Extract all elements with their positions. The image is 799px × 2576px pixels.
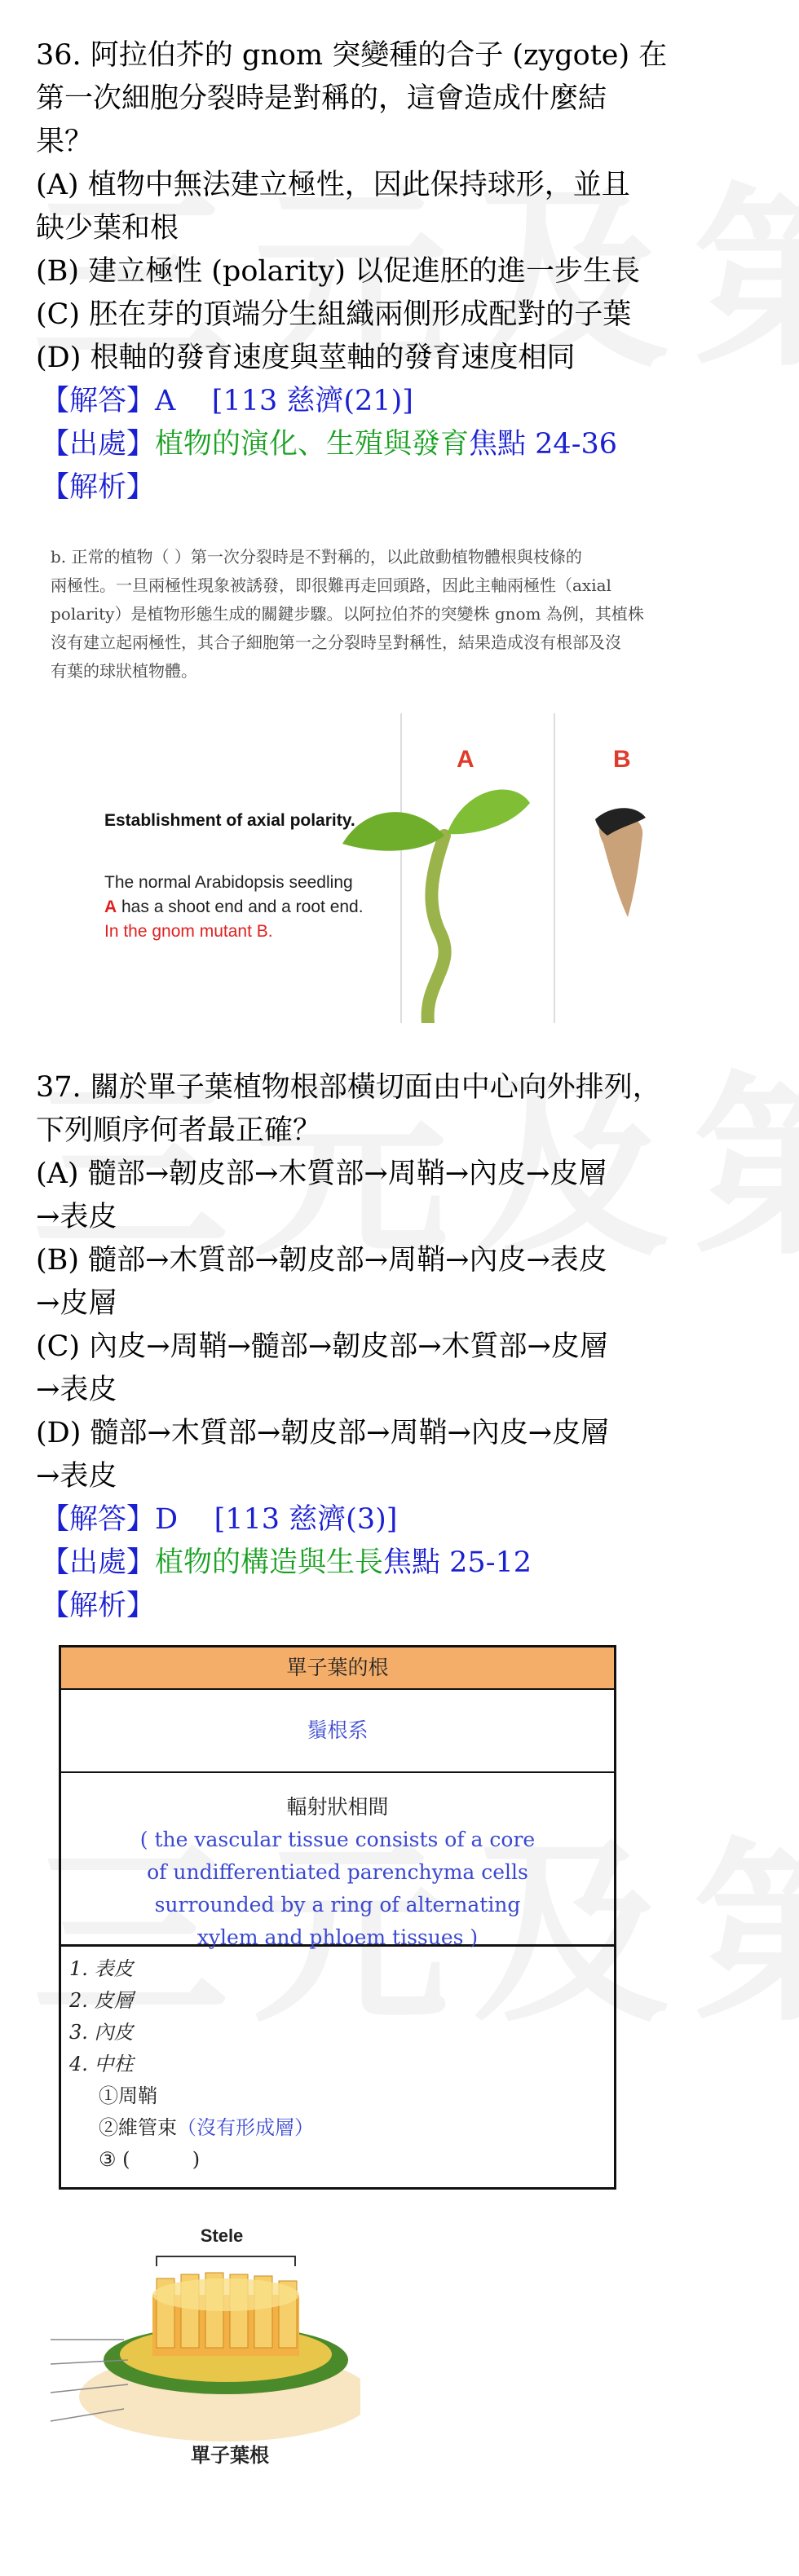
q37-source xyxy=(36,1542,766,1585)
answer-value: D [113 慈濟(3)] xyxy=(155,1503,398,1536)
sub-layer-item: ①周鞘 xyxy=(99,2084,157,2107)
question-36 xyxy=(36,34,766,509)
caption-text: has a shoot end and a root end. xyxy=(117,898,364,916)
caption-line: In the gnom mutant B. xyxy=(104,922,273,941)
q36-stem-line: 第一次細胞分裂時是對稱的，這會造成什麼結 xyxy=(36,82,607,115)
label-a: A xyxy=(457,746,475,773)
q37-answer xyxy=(36,1498,766,1542)
q36-source xyxy=(36,423,766,466)
caption-line: The normal Arabidopsis seedling xyxy=(104,873,353,892)
source-topic: 植物的演化、生殖與發育 xyxy=(155,428,470,461)
q36-option-b: (B) 建立極性 (polarity) 以促進胚的進一步生長 xyxy=(36,255,641,288)
q37-option-c: (C) 內皮→周鞘→髓部→韌皮部→木質部→皮層 xyxy=(36,1330,608,1363)
source-point: 焦點 24-36 xyxy=(469,428,618,461)
q37-option-d: (D) 髓部→木質部→韌皮部→周鞘→內皮→皮層 xyxy=(36,1417,610,1449)
table-header: 單子葉的根 xyxy=(61,1647,614,1690)
q36-answer xyxy=(36,380,766,423)
answer-tag: 【解答】 xyxy=(41,385,156,417)
question-37 xyxy=(36,1066,766,1628)
vascular-en-line: of undifferentiated parenchyma cells xyxy=(147,1860,528,1884)
vascular-arrangement-cell xyxy=(61,1773,614,1947)
q37-stem-line: 37. 關於單子葉植物根部橫切面由中心向外排列， xyxy=(36,1071,661,1104)
answer-tag: 【解答】 xyxy=(41,1503,156,1536)
caption-letter-a: A xyxy=(104,898,117,916)
note-line: 兩極性。一旦兩極性現象被誘發，即很難再走回頭路，因此主軸兩極性（axial xyxy=(51,576,611,595)
vascular-en-line: ( the vascular tissue consists of a core xyxy=(139,1828,536,1851)
q36-option-a-cont: 缺少葉和根 xyxy=(36,212,179,245)
q37-option-a: (A) 髓部→韌皮部→木質部→周鞘→內皮→皮層 xyxy=(36,1158,607,1190)
stele-label: Stele xyxy=(200,2225,244,2246)
q37-option-b-cont: →皮層 xyxy=(36,1287,117,1320)
source-tag: 【出處】 xyxy=(41,1546,156,1579)
figure-title: Establishment of axial polarity. xyxy=(104,811,355,830)
monocot-root-table xyxy=(59,1645,616,2190)
q36-option-c: (C) 胚在芽的頂端分生組織兩側形成配對的子葉 xyxy=(36,298,632,331)
vascular-en-line: surrounded by a ring of alternating xyxy=(154,1893,521,1917)
q36-note xyxy=(51,543,760,686)
vascular-cn: 輻射狀相間 xyxy=(286,1795,389,1819)
sub-layer-item xyxy=(69,2112,606,2144)
q37-analysis-tag: 【解析】 xyxy=(41,1590,156,1622)
root-label: 單子葉根 xyxy=(191,2444,269,2467)
note-line: 有葉的球狀植物體。 xyxy=(51,661,197,681)
sub-layer-item: ③ ( ) xyxy=(99,2148,201,2171)
figure-caption xyxy=(104,871,364,944)
label-b: B xyxy=(613,746,631,773)
q37-option-a-cont: →表皮 xyxy=(36,1201,117,1233)
caption-line xyxy=(104,895,364,920)
q37-option-b: (B) 髓部→木質部→韌皮部→周鞘→內皮→表皮 xyxy=(36,1244,607,1277)
source-point: 焦點 25-12 xyxy=(383,1546,532,1579)
monocot-root-diagram xyxy=(51,2217,360,2486)
note-line: b. 正常的植物（ ）第一次分裂時是不對稱的，以此啟動植物體根與枝條的 xyxy=(51,547,582,567)
answer-value: A [113 慈濟(21)] xyxy=(155,385,413,417)
note-line: polarity）是植物形態生成的關鍵步驟。以阿拉伯芥的突變株 gnom 為例，其植株 xyxy=(51,604,644,624)
q36-stem-line: 36. 阿拉伯芥的 gnom 突變種的合子 (zygote) 在 xyxy=(36,39,668,72)
layers-cell xyxy=(61,1947,614,2182)
q36-stem-line: 果？ xyxy=(36,126,94,158)
layer-item: 3. 內皮 xyxy=(69,2021,134,2044)
q37-option-d-cont: →表皮 xyxy=(36,1460,117,1493)
q36-option-d: (D) 根軸的發育速度與莖軸的發育速度相同 xyxy=(36,342,576,374)
vascular-bundle-label: ②維管束 xyxy=(99,2116,177,2139)
layer-item: 4. 中柱 xyxy=(69,2053,134,2075)
source-tag: 【出處】 xyxy=(41,428,156,461)
q37-stem-line: 下列順序何者最正確？ xyxy=(36,1114,322,1147)
note-line: 沒有建立起兩極性，其合子細胞第一之分裂時呈對稱性，結果造成沒有根部及沒 xyxy=(51,633,621,652)
q36-analysis-tag: 【解析】 xyxy=(41,471,156,504)
seedling-illustration xyxy=(98,713,660,1023)
q36-option-a: (A) 植物中無法建立極性，因此保持球形，並且 xyxy=(36,169,630,201)
source-topic: 植物的構造與生長 xyxy=(155,1546,384,1579)
layer-item: 2. 皮層 xyxy=(69,1989,134,2012)
vascular-en-line: xylem and phloem tissues ) xyxy=(196,1925,479,1949)
no-cambium-note: （沒有形成層） xyxy=(177,2116,314,2139)
q37-option-c-cont: →表皮 xyxy=(36,1374,117,1406)
root-cross-section-illustration xyxy=(51,2217,360,2486)
root-system-cell: 鬚根系 xyxy=(61,1690,614,1773)
layer-item: 1. 表皮 xyxy=(69,1957,134,1980)
seedling-figure xyxy=(98,713,660,1023)
